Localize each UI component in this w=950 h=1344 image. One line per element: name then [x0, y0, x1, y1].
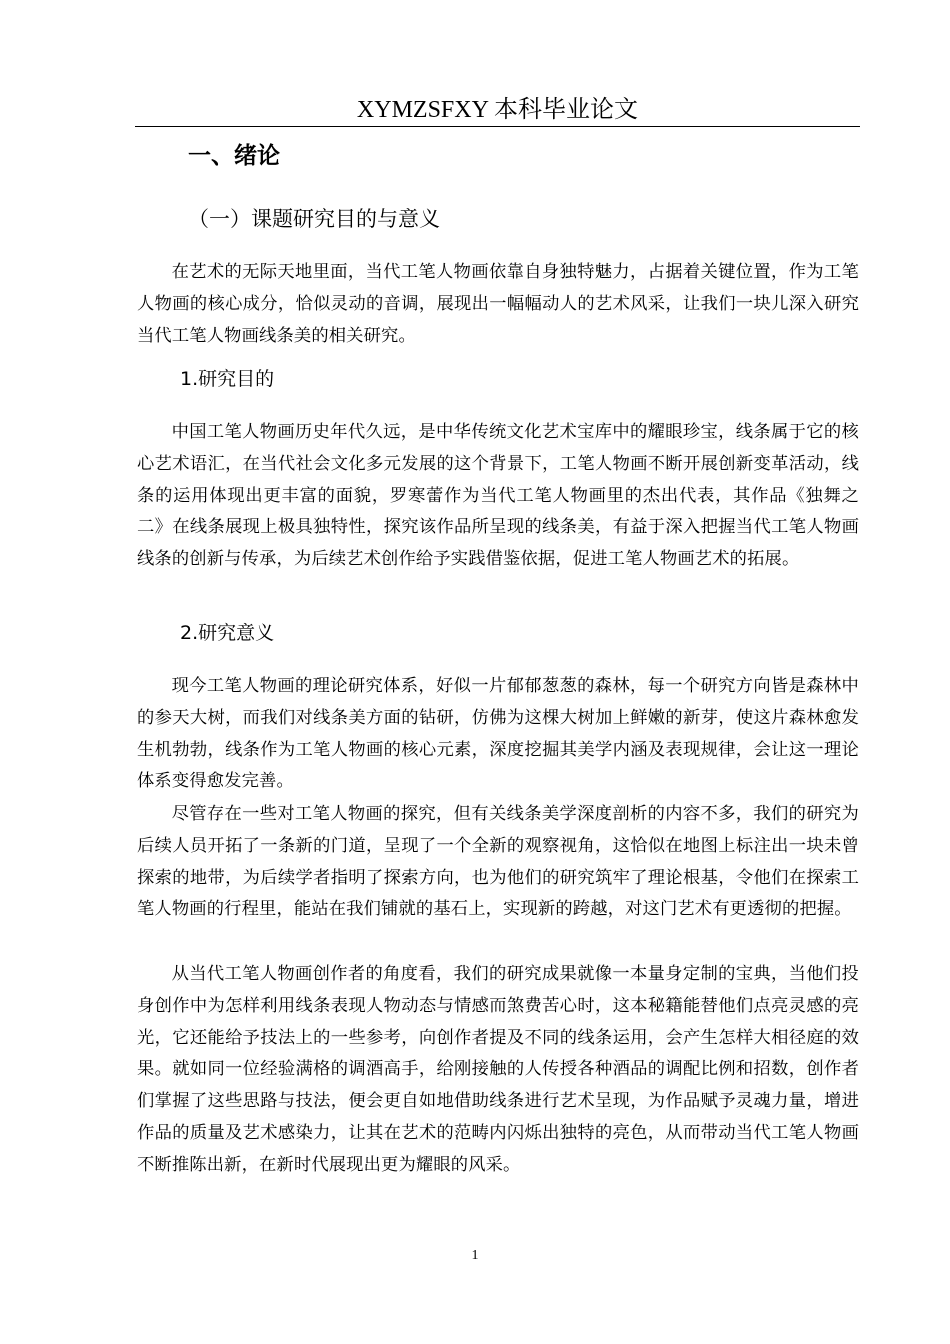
significance-paragraph-3: 从当代工笔人物画创作者的角度看，我们的研究成果就像一本量身定制的宝典，当他们投身创作中为怎样利用线条表现人物动态与情感而煞费苦心时，这本秘籍能替他们点亮灵感的亮光，它还能给予技法上的一些参考，向创作者提及不同的线条运用，会产生怎样大相径庭的效果。就如同一位经验满格的调酒高手，给刚接触的人传授各种酒品的调配比例和招数，创作者们掌握了这些思路与技法，便会更自如地借助线条进行艺术呈现，为作品赋予灵魂力量，增进作品的质量及艺术感染力，让其在艺术的范畴内闪烁出独特的亮色，从而带动当代工笔人物画不断推陈出新，在新时代展现出更为耀眼的风采。 — [137, 964, 859, 1175]
header-divider — [135, 126, 860, 127]
document-header-title: XYMZSFXY 本科毕业论文 — [356, 97, 639, 123]
subsection-heading-purpose: 1.研究目的 — [180, 368, 275, 390]
significance-paragraph-2: 尽管存在一些对工笔人物画的探究，但有关线条美学深度剖析的内容不多，我们的研究为后续人员开拓了一条新的门道，呈现了一个全新的观察视角，这恰似在地图上标注出一块未曾探索的地带，为后续学者指明了探索方向，也为他们的研究筑牢了理论根基，令他们在探索工笔人物画的行程里，能站在我们铺就的基石上，实现新的跨越，对这门艺术有更透彻的把握。 — [137, 804, 859, 920]
intro-paragraph: 在艺术的无际天地里面，当代工笔人物画依靠自身独特魅力，占据着关键位置，作为工笔人物画的核心成分，恰似灵动的音调，展现出一幅幅动人的艺术风采，让我们一块儿深入研究当代工笔人物画线条美的相关研究。 — [137, 262, 859, 346]
significance-paragraph-1: 现今工笔人物画的理论研究体系，好似一片郁郁葱葱的森林，每一个研究方向皆是森林中的参天大树，而我们对线条美方面的钻研，仿佛为这棵大树加上鲜嫩的新芽，使这片森林愈发生机勃勃，线条作为工笔人物画的核心元素，深度挖掘其美学内涵及表现规律，会让这一理论体系变得愈发完善。 — [137, 676, 859, 792]
purpose-paragraph: 中国工笔人物画历史年代久远，是中华传统文化艺术宝库中的耀眼珍宝，线条属于它的核心艺术语汇，在当代社会文化多元发展的这个背景下，工笔人物画不断开展创新变革活动，线条的运用体现出更丰富的面貌，罗寒蕾作为当代工笔人物画里的杰出代表，其作品《独舞之二》在线条展现上极具独特性，探究该作品所呈现的线条美，有益于深入把握当代工笔人物画线条的创新与传承，为后续艺术创作给予实践借鉴依据，促进工笔人物画艺术的拓展。 — [137, 422, 859, 570]
page-number: 1 — [471, 1248, 479, 1263]
subsection-heading-significance: 2.研究意义 — [180, 622, 275, 644]
chapter-heading: 一、绪论 — [188, 143, 280, 169]
section-heading: （一）课题研究目的与意义 — [188, 207, 440, 231]
